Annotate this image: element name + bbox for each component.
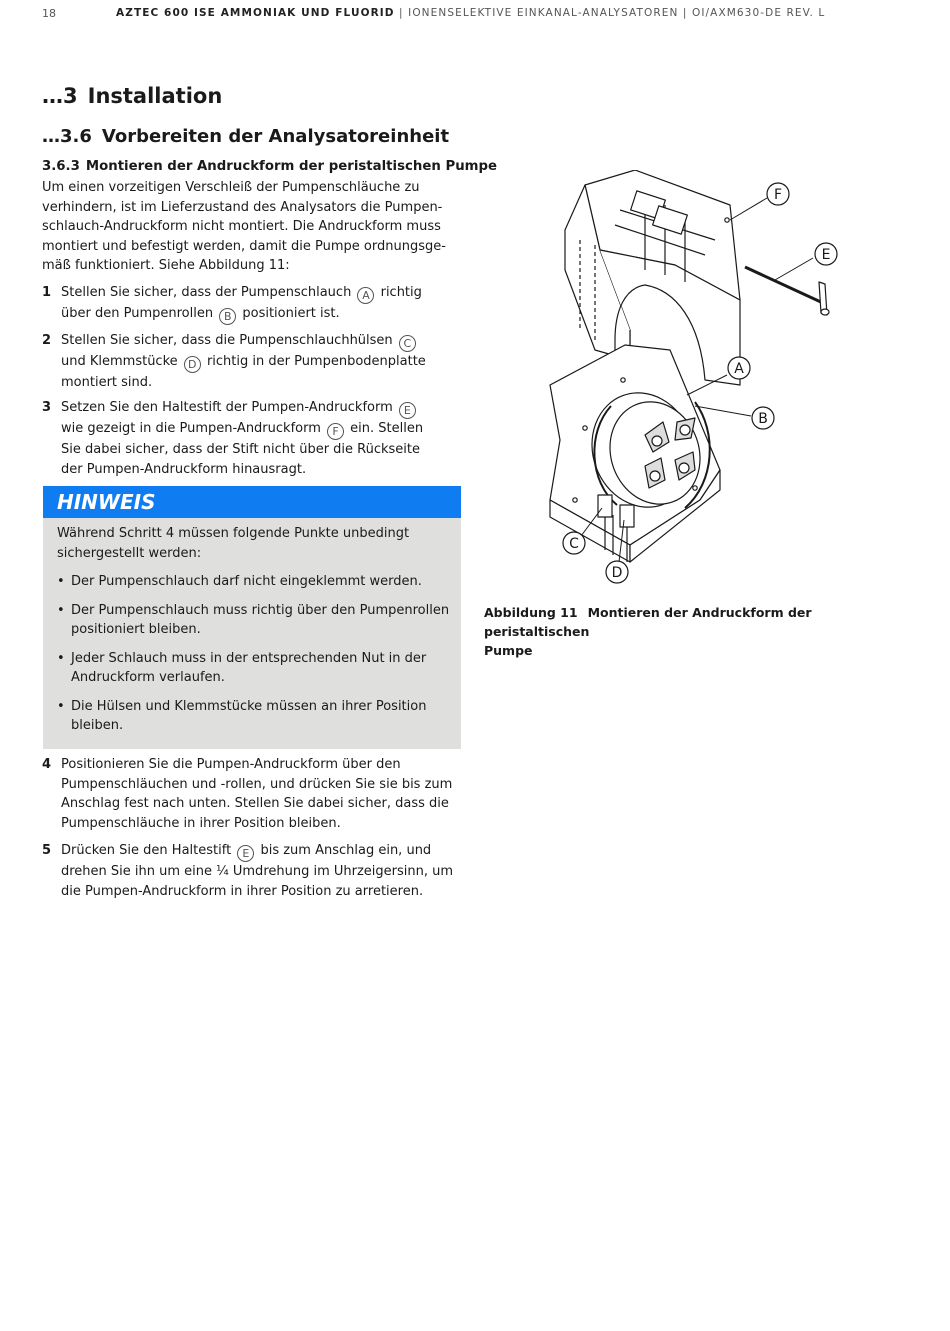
step-text: der Pumpen-Andruckform hinausragt. (61, 461, 307, 477)
note-intro-line: Während Schritt 4 müssen folgende Punkte unbedingt (57, 526, 410, 541)
section-title: Installation (87, 84, 223, 108)
step-text: Positionieren Sie die Pumpen-Andruckform über den (61, 757, 401, 772)
step-text: bis zum Anschlag ein, und (260, 843, 432, 858)
figure-caption-line: Montieren der Andruckform der peristaltischen (484, 605, 812, 639)
note-bullet-line: bleiben. (71, 718, 124, 733)
callout-c-label: C (569, 536, 579, 552)
step-number: 5 (42, 843, 52, 858)
callout-a: A (357, 287, 374, 304)
callout-c: C (399, 335, 416, 352)
note-bullet-line: positioniert bleiben. (71, 622, 201, 637)
step-text: Sie dabei sicher, dass der Stift nicht über die Rückseite (61, 442, 421, 457)
step-text: ein. Stellen (350, 421, 424, 436)
note-intro-line: sichergestellt werden: (57, 545, 202, 561)
step-text: Anschlag fest nach unten. Stellen Sie dabei sicher, dass die (61, 796, 449, 811)
note-box (43, 518, 461, 749)
step-text: und Klemmstücke (61, 354, 178, 369)
step-number: 3 (42, 400, 52, 415)
callout-f: F (327, 423, 344, 440)
step-4 (42, 755, 462, 833)
figure-caption-line: Pumpe (484, 643, 533, 658)
callout-d-label: D (611, 565, 623, 581)
note-title: HINWEIS (43, 486, 461, 518)
step-text: die Pumpen-Andruckform in ihrer Position zu arretieren. (61, 883, 424, 899)
note-bullet-line: Die Hülsen und Klemmstücke müssen an ihrer Position (71, 698, 427, 714)
intro-line: schlauch-Andruckform nicht montiert. Die Andruckform muss (42, 219, 441, 234)
section-number: …3 (42, 84, 78, 108)
subsection-heading (42, 126, 449, 147)
note-bullet-line: Andruckform verlaufen. (71, 670, 225, 685)
figure-caption (484, 603, 904, 660)
note-intro (57, 524, 451, 563)
document-subtitle: | IONENSELEKTIVE EINKANAL-ANALYSATOREN | OI/AXM630-DE REV. L (394, 7, 826, 19)
callout-d: D (184, 356, 201, 373)
callout-e: E (399, 402, 416, 419)
note-bullet (57, 649, 451, 688)
step-1 (42, 283, 462, 325)
step-2 (42, 331, 462, 393)
step-number: 2 (42, 333, 52, 348)
step-text: Pumpenschläuche in ihrer Position bleiben. (61, 815, 341, 831)
step-text: Setzen Sie den Haltestift der Pumpen-Andruckform (61, 400, 393, 415)
running-title (116, 7, 825, 19)
subsection-number: …3.6 (42, 126, 92, 147)
subsubsection-heading (42, 159, 497, 174)
subsection-title: Vorbereiten der Analysatoreinheit (101, 126, 450, 147)
pump-illustration (505, 170, 905, 590)
step-text: montiert sind. (61, 375, 153, 390)
callout-a-label: A (734, 361, 744, 377)
step-text: Pumpenschläuchen und -rollen, und drücken Sie sie bis zum (61, 776, 453, 792)
step-text: über den Pumpenrollen (61, 306, 214, 321)
subsubsection-number: 3.6.3 (42, 159, 80, 174)
step-text: wie gezeigt in die Pumpen-Andruckform (61, 421, 321, 436)
note-bullet (57, 601, 451, 640)
note-bullet-line: Der Pumpenschlauch muss richtig über den Pumpenrollen (71, 602, 450, 618)
step-text: richtig (380, 285, 422, 300)
note-bullet (57, 697, 451, 736)
callout-f-label: F (773, 187, 783, 203)
step-3 (42, 398, 462, 479)
callout-e-label: E (821, 247, 831, 263)
intro-line: verhindern, ist im Lieferzustand des Analysators die Pumpen- (42, 199, 443, 215)
step-text: Stellen Sie sicher, dass die Pumpenschlauchhülsen (61, 333, 393, 348)
product-name: AZTEC 600 ISE AMMONIAK UND FLUORID (116, 7, 395, 19)
section-heading (42, 84, 222, 108)
note-bullet-line: Jeder Schlauch muss in der entsprechenden Nut in der (71, 650, 427, 666)
intro-paragraph (42, 178, 462, 276)
step-text: Stellen Sie sicher, dass der Pumpenschlauch (61, 285, 352, 300)
step-text: positioniert ist. (242, 306, 340, 321)
page-number: 18 (42, 7, 56, 20)
figure-number: Abbildung 11 (484, 605, 578, 620)
step-number: 4 (42, 757, 52, 772)
step-text: Drücken Sie den Haltestift (61, 843, 232, 858)
note-bullet (57, 572, 451, 592)
step-number: 1 (42, 285, 52, 300)
step-text: richtig in der Pumpenbodenplatte (206, 354, 426, 369)
callout-b-label: B (758, 411, 768, 427)
step-5 (42, 841, 462, 901)
intro-line: mäß funktioniert. Siehe Abbildung 11: (42, 258, 290, 273)
step-text: drehen Sie ihn um eine ¼ Umdrehung im Uhrzeigersinn, um (61, 864, 454, 879)
callout-e: E (237, 845, 254, 862)
intro-line: Um einen vorzeitigen Verschleiß der Pumpenschläuche zu (42, 180, 420, 195)
callout-b: B (219, 308, 236, 325)
note-bullet-line: Der Pumpenschlauch darf nicht eingeklemmt werden. (71, 574, 422, 589)
intro-line: montiert und befestigt werden, damit die Pumpe ordnungsge- (42, 238, 446, 254)
subsubsection-title: Montieren der Andruckform der peristaltischen Pumpe (85, 159, 498, 174)
note-list (57, 572, 451, 736)
